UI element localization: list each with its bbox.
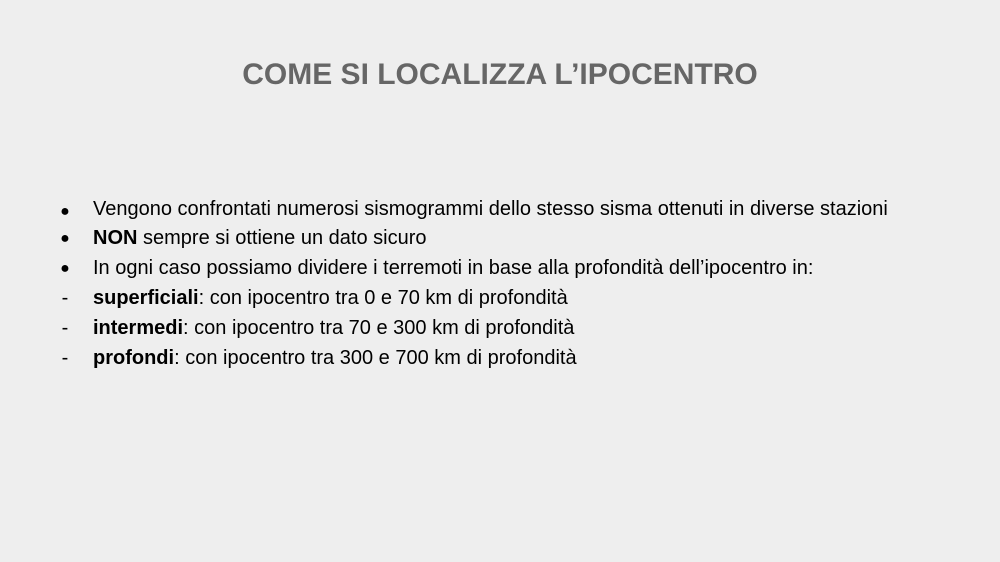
- list-item: [55, 343, 915, 373]
- list-item: [55, 223, 915, 253]
- item-bold-text: profondi: [93, 347, 175, 369]
- item-text: : con ipocentro tra 0 e 70 km di profondità: [198, 287, 568, 309]
- list-item: [55, 283, 915, 313]
- bullet-marker: ●: [60, 260, 70, 277]
- item-text: Vengono confrontati numerosi sismogrammi dello stesso sisma ottenuti in diverse stazioni: [93, 198, 888, 220]
- item-bold-text: intermedi: [93, 317, 184, 339]
- item-text: In ogni caso possiamo dividere i terremoti in base alla profondità dell’ipocentro in:: [93, 257, 814, 279]
- list-item: [55, 196, 915, 223]
- slide-title: COME SI LOCALIZZA L’IPOCENTRO: [242, 58, 758, 91]
- item-text: : con ipocentro tra 300 e 700 km di profondità: [174, 347, 577, 369]
- slide-body: [55, 196, 915, 373]
- dash-marker: -: [61, 317, 69, 339]
- dash-marker: -: [61, 347, 69, 369]
- item-bold-text: superficiali: [93, 287, 199, 309]
- bullet-marker: ●: [60, 203, 70, 220]
- list-item: [55, 253, 915, 283]
- item-text: : con ipocentro tra 70 e 300 km di profondità: [183, 317, 575, 339]
- item-bold-text: NON: [93, 227, 138, 249]
- bullet-marker: ●: [60, 230, 70, 247]
- dash-marker: -: [61, 287, 69, 309]
- item-text: sempre si ottiene un dato sicuro: [137, 227, 427, 249]
- list-item: [55, 313, 915, 343]
